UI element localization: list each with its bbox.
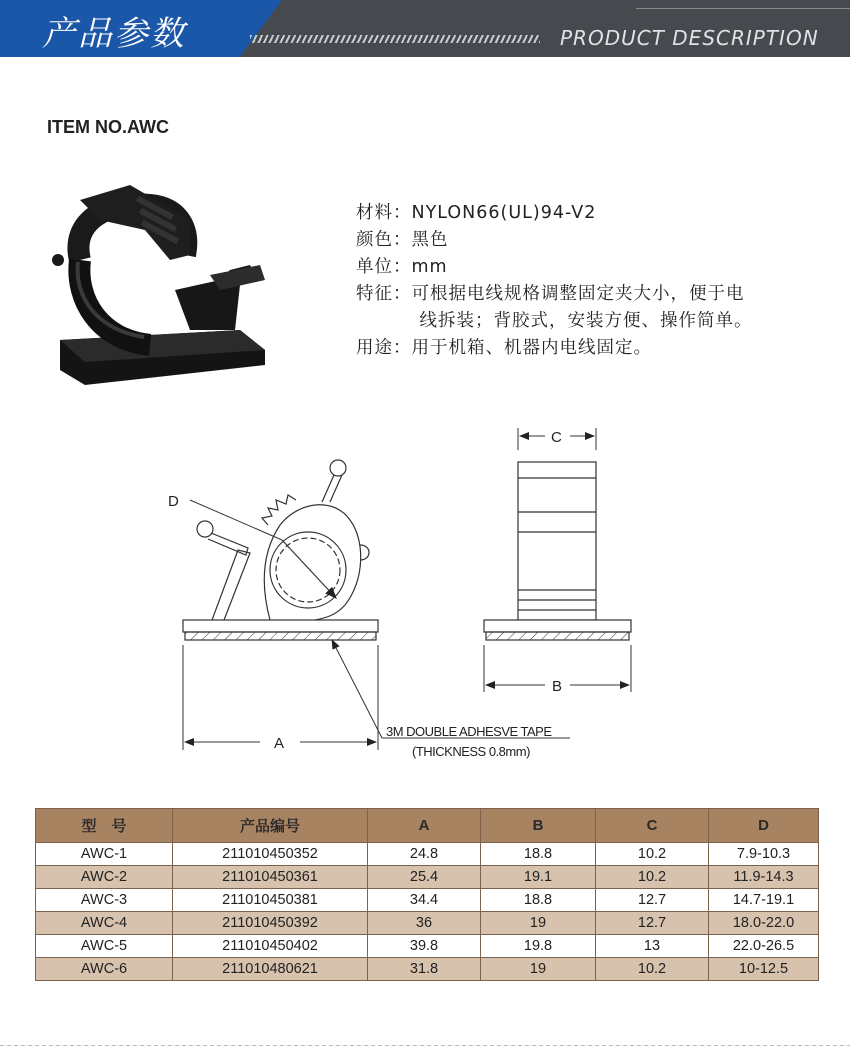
table-row — [36, 889, 819, 912]
spec-key: 特征： — [356, 284, 412, 304]
cell-model: AWC-1 — [36, 843, 173, 866]
banner-top-line — [636, 8, 850, 9]
cell-a: 24.8 — [368, 843, 481, 866]
dimension-c-label: C — [551, 429, 562, 446]
column-header-model: 型 号 — [36, 809, 173, 843]
cell-part-number: 211010450392 — [173, 912, 368, 935]
cell-model: AWC-5 — [36, 935, 173, 958]
cell-b: 19.1 — [481, 866, 596, 889]
spec-value-block — [412, 281, 753, 335]
cell-model: AWC-4 — [36, 912, 173, 935]
spec-table — [35, 808, 819, 981]
banner-decorative-rule — [250, 35, 540, 43]
table-row — [36, 935, 819, 958]
cell-d: 14.7-19.1 — [709, 889, 819, 912]
column-header-part-number: 产品编号 — [173, 809, 368, 843]
cell-a: 36 — [368, 912, 481, 935]
cell-c: 12.7 — [596, 889, 709, 912]
spec-key: 材料： — [356, 203, 412, 223]
cell-b: 18.8 — [481, 889, 596, 912]
cell-model: AWC-2 — [36, 866, 173, 889]
dimension-b-label: B — [552, 678, 563, 695]
table-row — [36, 866, 819, 889]
side-view — [484, 462, 631, 640]
front-view — [183, 460, 378, 640]
cell-b: 19.8 — [481, 935, 596, 958]
spec-value: 用于机箱、机器内电线固定。 — [411, 338, 652, 358]
column-header-c: C — [596, 809, 709, 843]
tape-note-line2: (THICKNESS 0.8mm) — [412, 744, 530, 759]
page-title: 产品参数 — [42, 14, 186, 54]
bottom-divider — [0, 1045, 850, 1046]
cell-part-number: 211010450361 — [173, 866, 368, 889]
item-number: ITEM NO.AWC — [47, 117, 169, 137]
cell-d: 7.9-10.3 — [709, 843, 819, 866]
cell-a: 31.8 — [368, 958, 481, 981]
cell-b: 19 — [481, 912, 596, 935]
table-row — [36, 843, 819, 866]
cell-c: 13 — [596, 935, 709, 958]
cell-part-number: 211010450402 — [173, 935, 368, 958]
cell-b: 19 — [481, 958, 596, 981]
spec-value: mm — [411, 257, 448, 277]
cell-part-number: 211010450352 — [173, 843, 368, 866]
cell-a: 39.8 — [368, 935, 481, 958]
spec-row-color — [356, 227, 836, 254]
technical-drawing — [150, 420, 650, 780]
column-header-a: A — [368, 809, 481, 843]
column-header-b: B — [481, 809, 596, 843]
cell-d: 11.9-14.3 — [709, 866, 819, 889]
cell-c: 10.2 — [596, 843, 709, 866]
table-header-row — [36, 809, 819, 843]
dimension-a-label: A — [274, 735, 285, 752]
tape-note-line1: 3M DOUBLE ADHESVE TAPE — [386, 724, 552, 739]
spec-value-continuation: 线拆装；背胶式，安装方便、操作简单。 — [419, 311, 753, 331]
cell-d: 18.0-22.0 — [709, 912, 819, 935]
cell-model: AWC-6 — [36, 958, 173, 981]
cell-d: 22.0-26.5 — [709, 935, 819, 958]
table-row — [36, 912, 819, 935]
spec-value: NYLON66(UL)94-V2 — [411, 203, 597, 223]
column-header-d: D — [709, 809, 819, 843]
spec-row-material — [356, 200, 836, 227]
cell-d: 10-12.5 — [709, 958, 819, 981]
spec-value: 黑色 — [411, 230, 449, 250]
spec-key: 颜色： — [356, 230, 412, 250]
cell-b: 18.8 — [481, 843, 596, 866]
product-photo — [40, 180, 280, 390]
cell-a: 34.4 — [368, 889, 481, 912]
cell-c: 10.2 — [596, 958, 709, 981]
spec-key: 单位： — [356, 257, 412, 277]
spec-list — [356, 200, 836, 362]
page-subtitle: PRODUCT DESCRIPTION — [560, 26, 819, 50]
spec-value: 可根据电线规格调整固定夹大小，便于电 — [411, 284, 745, 304]
table-row — [36, 958, 819, 981]
spec-row-feature — [356, 281, 836, 335]
cell-c: 12.7 — [596, 912, 709, 935]
spec-row-usage — [356, 335, 836, 362]
cell-part-number: 211010450381 — [173, 889, 368, 912]
cell-a: 25.4 — [368, 866, 481, 889]
cell-c: 10.2 — [596, 866, 709, 889]
spec-key: 用途： — [356, 338, 412, 358]
spec-row-unit — [356, 254, 836, 281]
dimension-d-label: D — [168, 493, 179, 510]
cell-part-number: 211010480621 — [173, 958, 368, 981]
cell-model: AWC-3 — [36, 889, 173, 912]
